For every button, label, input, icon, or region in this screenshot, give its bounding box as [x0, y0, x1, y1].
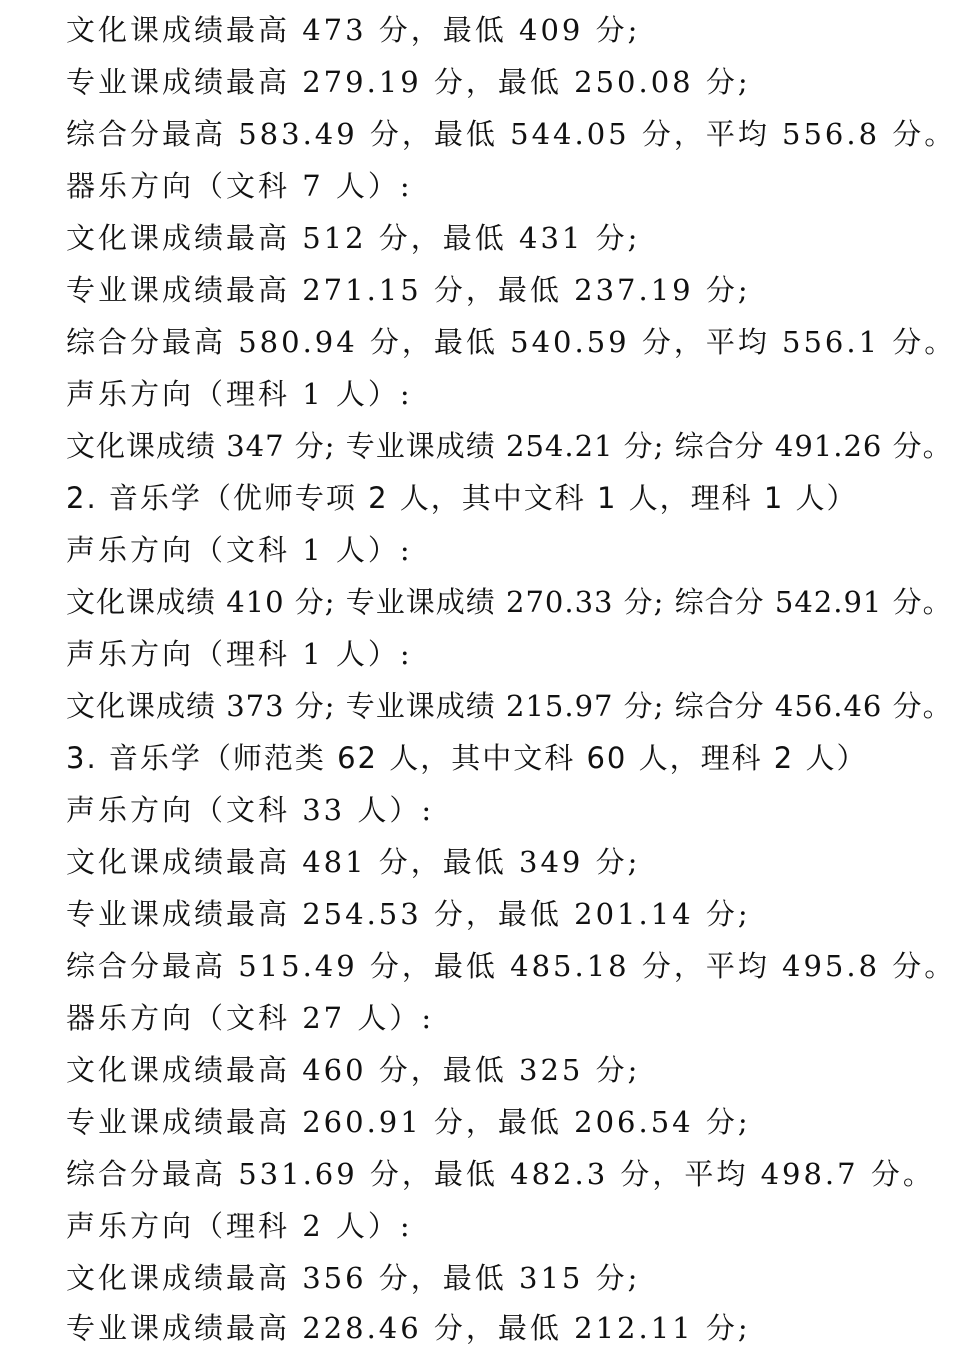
- text-line: 专业课成绩最高 228.46 分，最低 212.11 分;: [66, 1311, 751, 1345]
- section-heading: 2. 音乐学（优师专项 2 人，其中文科 1 人，理科 1 人）: [66, 481, 858, 515]
- text-line: 文化课成绩 347 分; 专业课成绩 254.21 分; 综合分 491.26 分。: [66, 429, 953, 463]
- text-line: 声乐方向（文科 1 人）:: [66, 533, 413, 567]
- text-line: 专业课成绩最高 254.53 分，最低 201.14 分;: [66, 897, 751, 931]
- text-line: 声乐方向（文科 33 人）:: [66, 793, 435, 827]
- text-line: 文化课成绩 410 分; 专业课成绩 270.33 分; 综合分 542.91 分。: [66, 585, 953, 619]
- text-line: 声乐方向（理科 1 人）:: [66, 637, 413, 671]
- text-line: 器乐方向（文科 27 人）:: [66, 1001, 435, 1035]
- section-heading: 3. 音乐学（师范类 62 人，其中文科 60 人，理科 2 人）: [66, 741, 868, 775]
- text-line: 专业课成绩最高 271.15 分，最低 237.19 分;: [66, 273, 751, 307]
- text-line: 文化课成绩 373 分; 专业课成绩 215.97 分; 综合分 456.46 分。: [66, 689, 953, 723]
- text-line: 文化课成绩最高 356 分，最低 315 分;: [66, 1261, 641, 1295]
- text-line: 器乐方向（文科 7 人）:: [66, 169, 413, 203]
- text-line: 声乐方向（理科 1 人）:: [66, 377, 413, 411]
- text-line: 文化课成绩最高 481 分，最低 349 分;: [66, 845, 641, 879]
- text-line: 综合分最高 583.49 分，最低 544.05 分，平均 556.8 分。: [66, 117, 957, 151]
- text-line: 综合分最高 515.49 分，最低 485.18 分，平均 495.8 分。: [66, 949, 957, 983]
- text-line: 文化课成绩最高 512 分，最低 431 分;: [66, 221, 641, 255]
- text-line: 专业课成绩最高 279.19 分，最低 250.08 分;: [66, 65, 751, 99]
- text-line: 综合分最高 531.69 分，最低 482.3 分，平均 498.7 分。: [66, 1157, 935, 1191]
- text-line: 文化课成绩最高 460 分，最低 325 分;: [66, 1053, 641, 1087]
- text-line: 文化课成绩最高 473 分，最低 409 分;: [66, 13, 641, 47]
- text-line: 专业课成绩最高 260.91 分，最低 206.54 分;: [66, 1105, 751, 1139]
- text-line: 综合分最高 580.94 分，最低 540.59 分，平均 556.1 分。: [66, 325, 957, 359]
- text-line: 声乐方向（理科 2 人）:: [66, 1209, 413, 1243]
